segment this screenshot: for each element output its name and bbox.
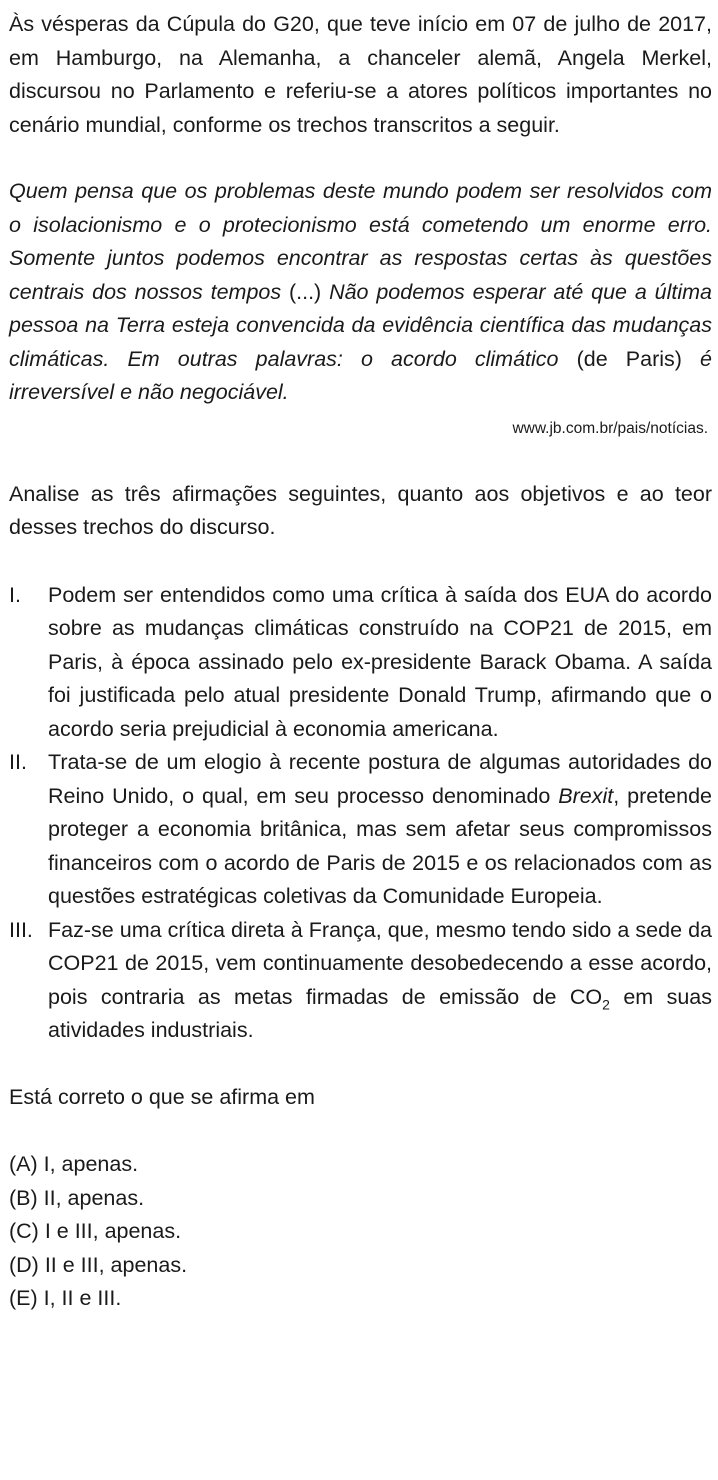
statement-text-before: Trata-se de um elogio à recente postura de algumas autoridades do Reino Unido, o qual, em seu processo denominado [48, 750, 712, 808]
statement-text-before: Faz-se uma crítica direta à França, que, mesmo tendo sido a sede da COP21 de 2015, vem continuamente desobedecendo a esse acordo, pois contraria as metas firmadas de emissão de CO [48, 917, 712, 1009]
statement-number: III. [9, 917, 33, 942]
quote-part-2: Não podemos esperar até que a última pessoa na Terra esteja convencida da evidência científica das mudanças climáticas. Em outras palavras: o acordo climático [9, 279, 712, 371]
question-intro: Analise as três afirmações seguintes, quanto aos objetivos e ao teor desses trechos do discurso. [9, 481, 712, 539]
quote-aside-1: (...) [281, 279, 330, 304]
statement-item-1 [9, 579, 712, 747]
statement-text-after: , pretende proteger a economia britânica, mas sem afetar seus compromissos financeiros com o acordo de Paris de 2015 e os relacionados com as questões estratégicas coletivas da Comunidade Europeia. [48, 783, 712, 908]
question-stem: Está correto o que se afirma em [9, 1084, 315, 1109]
statement-item-2 [9, 746, 712, 914]
option-b[interactable]: (B) II, apenas. [9, 1185, 145, 1210]
option-a[interactable]: (A) I, apenas. [9, 1152, 139, 1176]
statement-list [9, 579, 712, 1048]
option-c[interactable]: (C) I e III, apenas. [9, 1219, 182, 1243]
statement-number: II. [9, 750, 27, 774]
option-e[interactable]: (E) I, II e III. [9, 1286, 122, 1310]
statement-text-after: em suas atividades industriais. [48, 984, 713, 1042]
quote-part-1: Quem pensa que os problemas deste mundo podem ser resolvidos com o isolacionismo e o protecionismo está cometendo um enorme erro. Somente juntos podemos encontrar as respostas certas às questões centrais dos nossos tempos [9, 179, 712, 304]
statement-text: Podem ser entendidos como uma crítica à saída dos EUA do acordo sobre as mudanças climáticas construído na COP21 de 2015, em Paris, à época assinado pelo ex-presidente Barack Obama. A saída foi justificada pelo atual presidente Donald Trump, afirmando que o acordo seria prejudicial à economia americana. [48, 582, 712, 741]
merkel-quote [9, 175, 712, 410]
option-d[interactable]: (D) II e III, apenas. [9, 1252, 188, 1277]
quote-source: www.jb.com.br/pais/notícias. [512, 419, 708, 437]
quote-part-3: é irreversível e não negociável. [9, 346, 712, 404]
brexit-term: Brexit [558, 783, 614, 808]
quote-aside-2: (de Paris) [558, 346, 701, 371]
statement-text [48, 746, 712, 914]
statement-text [48, 914, 712, 1048]
statement-number: I. [9, 582, 21, 607]
intro-paragraph: Às vésperas da Cúpula do G20, que teve início em 07 de julho de 2017, em Hamburgo, na Alemanha, a chanceler alemã, Angela Merkel, discursou no Parlamento e referiu-se a atores políticos importantes no cenário mundial, conforme os trechos transcritos a seguir. [9, 12, 712, 137]
answer-options [9, 1148, 712, 1316]
statement-item-3 [9, 914, 712, 1048]
co2-subscript: 2 [602, 995, 610, 1012]
